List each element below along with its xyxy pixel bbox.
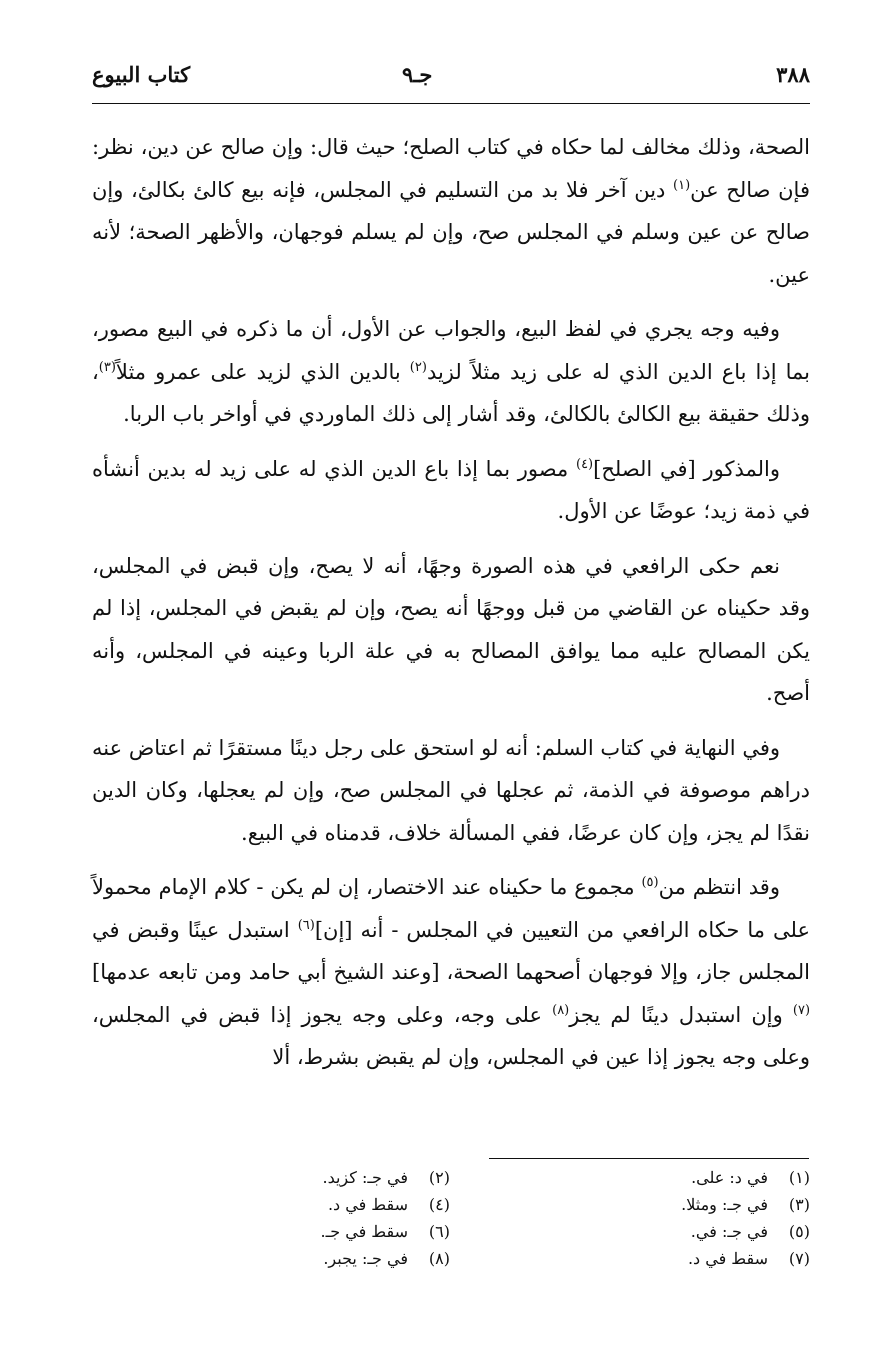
- footnote-number: (٨): [428, 1249, 450, 1268]
- footnote-2: [322, 1168, 450, 1187]
- footnote-number: (٧): [788, 1249, 810, 1268]
- text-run: وفيه وجه يجري في لفظ البيع، والجواب عن الأول، أن ما ذكره في البيع مصور، بما إذا باع الدين الذي له على زيد مثلاً لزيد: [92, 317, 811, 384]
- footnote-6: [320, 1222, 450, 1241]
- paragraph: [92, 126, 810, 296]
- footnote-text: سقط في د.: [327, 1195, 408, 1214]
- footnote-ref[interactable]: (٦): [297, 917, 315, 933]
- footnote-number: (٦): [428, 1222, 450, 1241]
- footnote-ref[interactable]: (٧): [792, 1002, 811, 1018]
- footnote-text: سقط في جـ.: [320, 1222, 408, 1241]
- book-title: كتاب البيوع: [92, 62, 191, 87]
- text-run: وإن استبدل دينًا لم يجز: [569, 1002, 793, 1027]
- footnote-8: [323, 1249, 450, 1268]
- text-run: بالدين الذي لزيد على عمرو مثلاً: [115, 359, 410, 384]
- text-run: استبدل عينًا وقبض في المجلس جاز، وإلا فوجهان أصحهما الصحة، [وعند الشيخ أبي حامد ومن تابعه عدمها]: [92, 917, 810, 984]
- text-run: مجموع ما حكيناه عند الاختصار، إن لم يكن - كلام الإمام محمولاً على ما حكاه الرافعي من التعيين في المجلس - أنه [إن]: [92, 875, 810, 942]
- paragraph: [92, 866, 810, 1079]
- text-run: نعم حكى الرافعي في هذه الصورة وجهًا، أنه لا يصح، وإن قبض في المجلس، وقد حكيناه عن القاضي من قبل ووجهًا أنه يصح، وإن لم يقبض في المجلس، إذا لم يكن المصالح عليه مما يوافق المصالح به في علة الربا وعينه في المجلس، وأنه أصح.: [92, 553, 810, 705]
- footnote-1: [691, 1168, 810, 1187]
- paragraph: [92, 448, 810, 533]
- footnote-number: (٢): [428, 1168, 450, 1187]
- footnote-3: [681, 1195, 810, 1214]
- footnote-7: [688, 1249, 810, 1268]
- running-header: [92, 60, 810, 100]
- footnote-text: سقط في د.: [687, 1249, 768, 1268]
- footnote-number: (٣): [788, 1195, 810, 1214]
- footnote-ref[interactable]: (٨): [552, 1002, 570, 1018]
- footnote-text: في جـ: كزيد.: [322, 1168, 408, 1187]
- main-text: [92, 126, 810, 1091]
- volume-label: جـ٩: [402, 62, 433, 87]
- text-run: مصور بما إذا باع الدين الذي له على زيد له بدين أنشأه في ذمة زيد؛ عوضًا عن الأول.: [92, 456, 810, 523]
- text-run: على وجه، وعلى وجه يجوز إذا قبض في المجلس، وعلى وجه يجوز إذا عين في المجلس، وإن لم يقبض بشرط، ألا: [92, 1002, 810, 1069]
- paragraph: [92, 545, 810, 715]
- paragraph: [92, 727, 810, 855]
- footnote-row: [92, 1195, 810, 1222]
- footnote-text: في د: على.: [691, 1168, 768, 1187]
- footnote-number: (١): [788, 1168, 810, 1187]
- footnote-ref[interactable]: (٥): [641, 875, 659, 890]
- text-run: ، وذلك حقيقة بيع الكالئ بالكالئ، وقد أشار إلى ذلك الماوردي في أواخر باب الربا.: [92, 359, 810, 426]
- footnote-ref[interactable]: (١): [673, 177, 691, 193]
- footnote-divider: [489, 1158, 809, 1159]
- footnote-number: (٥): [788, 1222, 810, 1241]
- header-divider: [92, 103, 810, 104]
- footnote-text: في جـ: ومثلا.: [681, 1195, 768, 1214]
- text-run: وقد انتظم من: [658, 875, 780, 899]
- footnote-ref[interactable]: (٢): [409, 359, 427, 375]
- text-run: دين آخر فلا بد من التسليم في المجلس، فإنه بيع كالئ بكالئ، وإن صالح عن عين وسلم في المجلس صح، وإن لم يسلم فوجهان، والأظهر الصحة؛ لأنه عين.: [92, 177, 810, 287]
- footnote-4: [328, 1195, 450, 1214]
- page-number: ٣٨٨: [776, 62, 810, 87]
- footnote-number: (٤): [428, 1195, 450, 1214]
- text-run: الصحة، وذلك مخالف لما حكاه في كتاب الصلح؛ حيث قال: وإن صالح عن دين، نظر: فإن صالح عن: [92, 135, 810, 202]
- footnote-row: [92, 1222, 810, 1249]
- footnote-row: [92, 1249, 810, 1276]
- paragraph: [92, 308, 810, 436]
- text-run: وفي النهاية في كتاب السلم: أنه لو استحق على رجل دينًا مستقرًا ثم اعتاض عنه دراهم موصوفة في الذمة، ثم عجلها في المجلس صح، وإن لم يعجلها، وكان الدين نقدًا لم يجز، وإن كان عرضًا، ففي المسألة خلاف، قدمناه في البيع.: [92, 735, 810, 845]
- footnote-5: [691, 1222, 810, 1241]
- footnote-text: في جـ: يجبر.: [323, 1249, 408, 1268]
- footnotes: [92, 1168, 810, 1276]
- footnote-ref[interactable]: (٤): [575, 456, 594, 472]
- footnote-row: [92, 1168, 810, 1195]
- footnote-ref[interactable]: (٣): [98, 359, 116, 375]
- text-run: والمذكور [في الصلح]: [593, 456, 780, 481]
- footnote-text: في جـ: في.: [690, 1222, 768, 1241]
